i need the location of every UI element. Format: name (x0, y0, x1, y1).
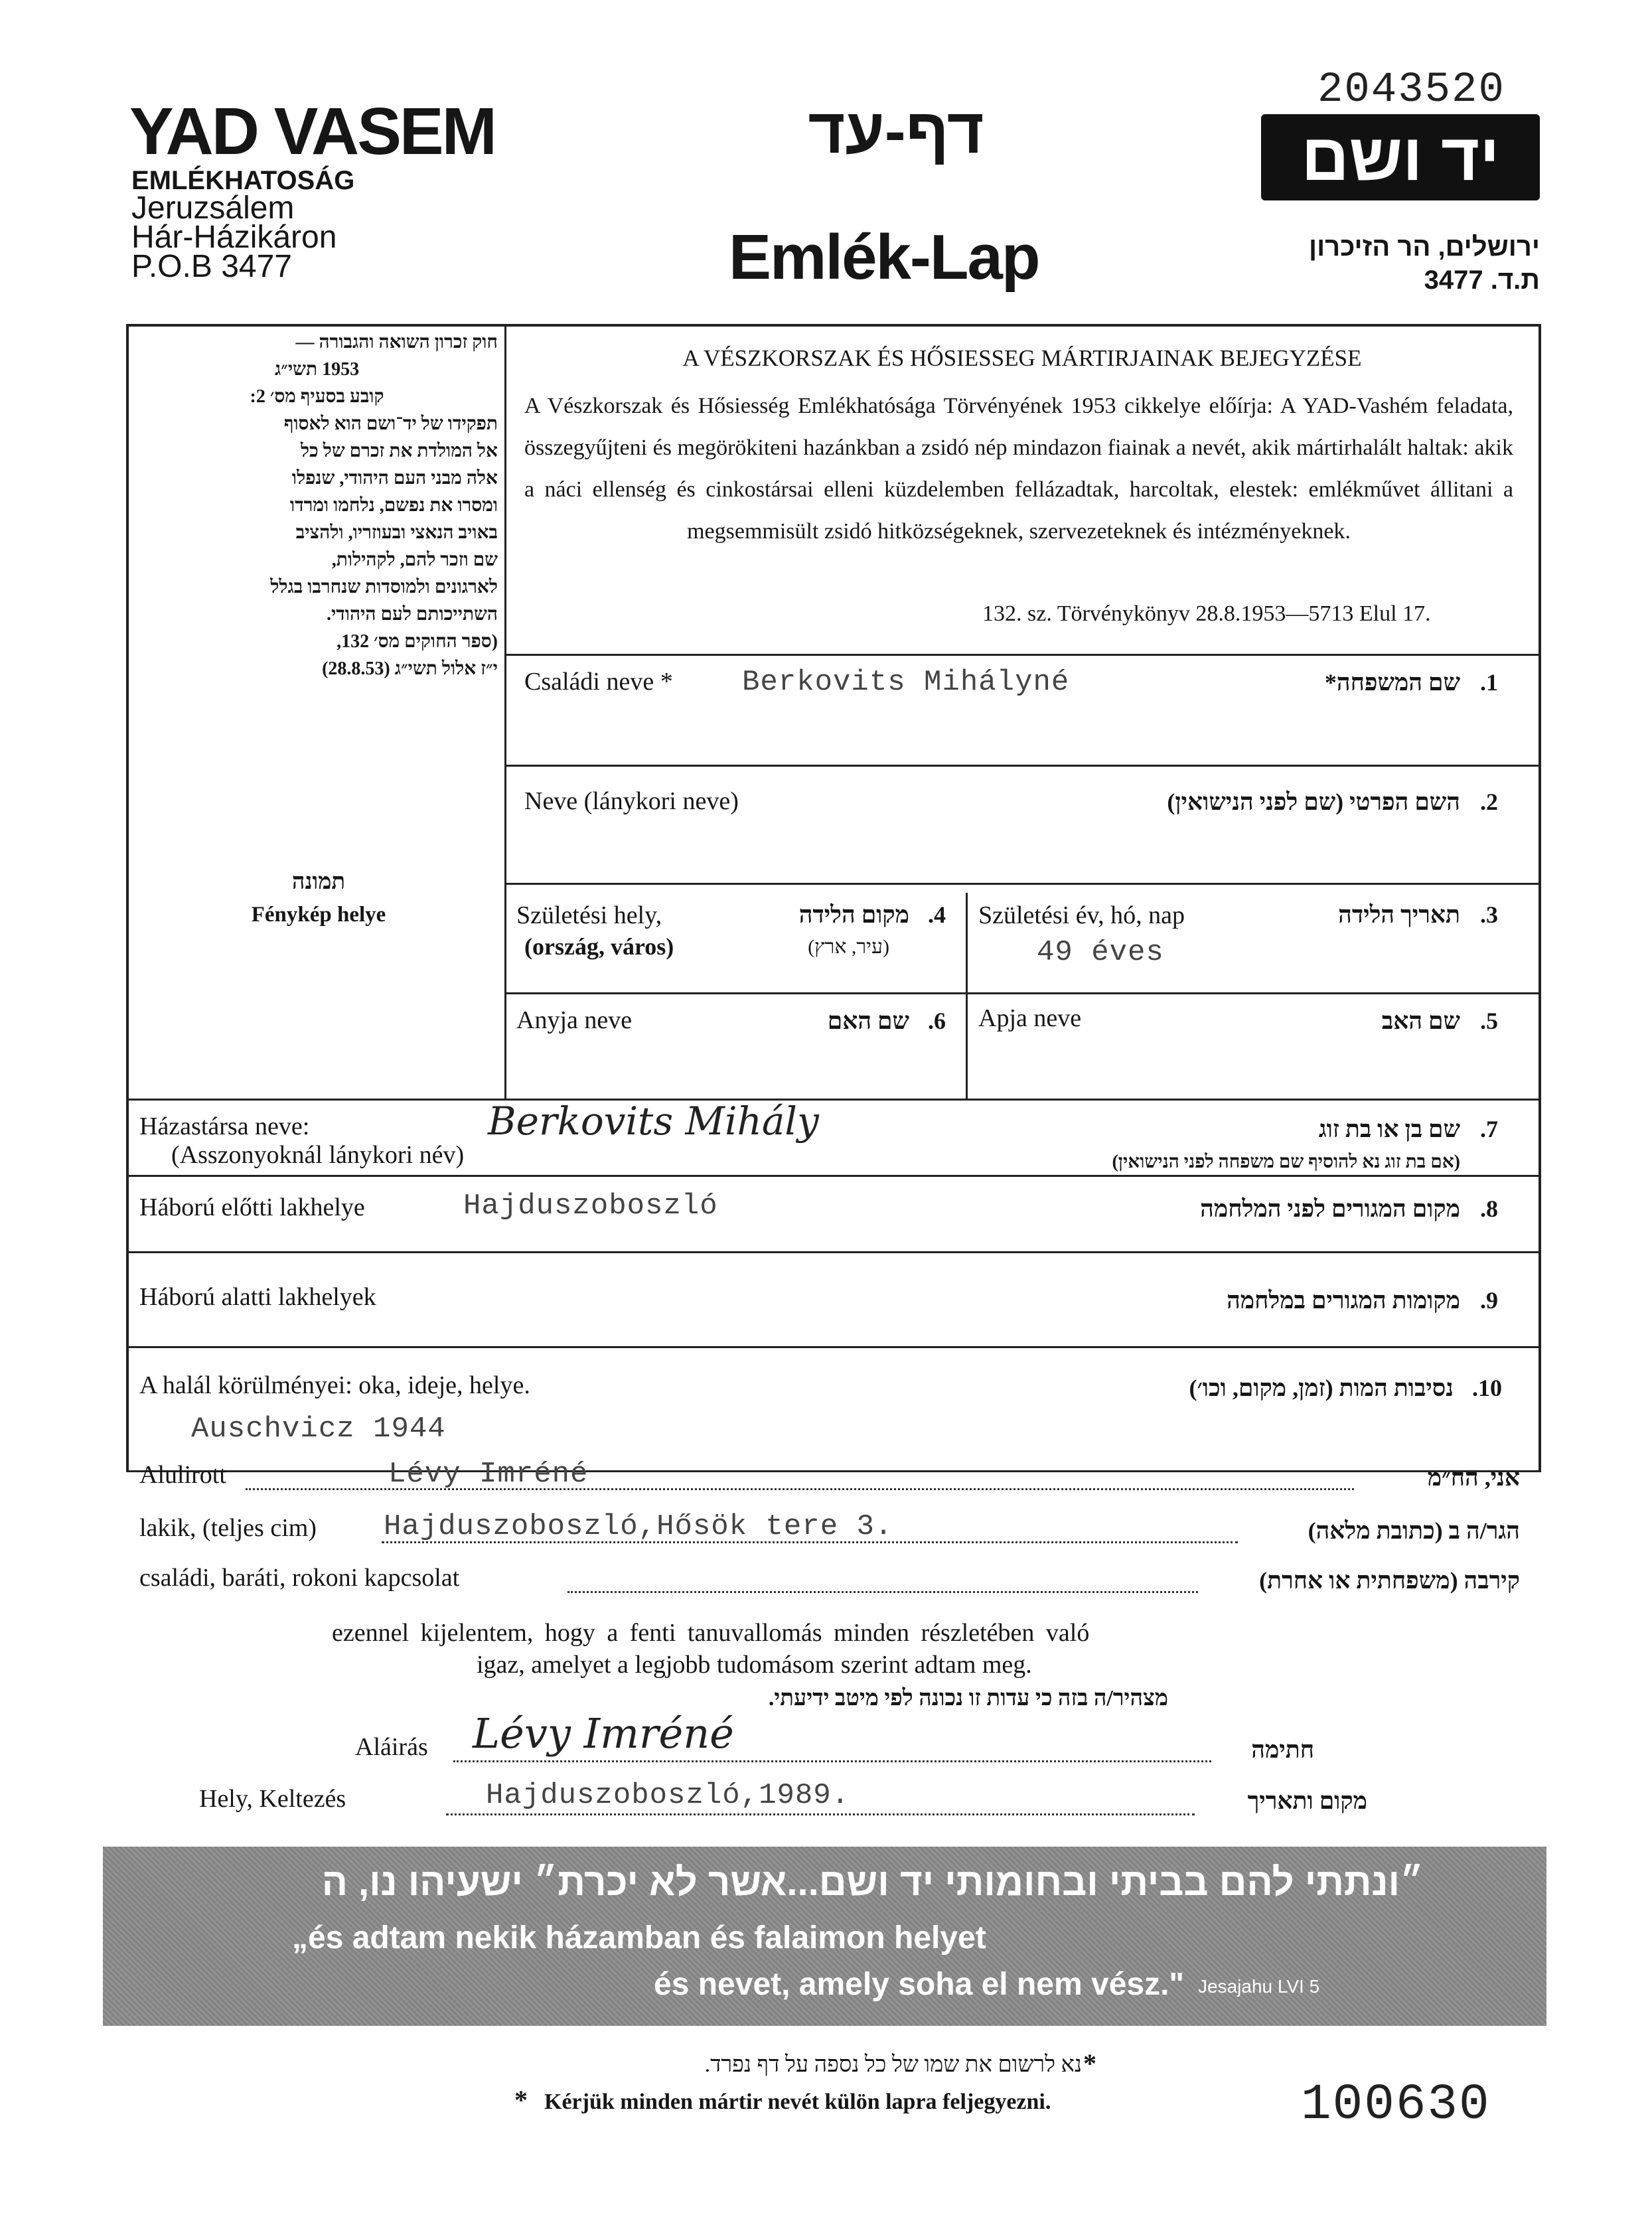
law-line: י״ז אלול תשי״ג (28.8.53) (322, 658, 498, 679)
row-divider (126, 1175, 1540, 1177)
spouse-name-hebrew-sub: (אם בת זוג נא להוסיף שם משפחה לפני הנישואין) (1112, 1152, 1460, 1172)
field-number: .2 (1480, 789, 1498, 815)
org-subtitle: EMLÉKHATOSÁG (131, 166, 355, 195)
row-divider (504, 883, 1540, 885)
address-hebrew: הגר/ה ב (כתובת מלאה) (1308, 1517, 1520, 1544)
birth-date-label: Születési év, hó, nap (978, 901, 1185, 929)
wartime-residence-hebrew: מקומות המגורים במלחמה (1227, 1287, 1460, 1314)
footer-note-hebrew: נא לרשום את שמו של כל נספה על דף נפרד. (704, 2052, 1082, 2077)
family-name-label: Családi neve * (524, 668, 673, 696)
relation-line (567, 1591, 1198, 1593)
field-number: .6 (928, 1008, 946, 1034)
intro-body: A Vészkorszak és Hősiesség Emlékhatósága Törvényének 1953 cikkelye előírja: A YAD-Vashém feladata, összegyűjteni és megörökiteni hazánkban a zsidó nép mindazon fiainak a nevét, akik mártirhalált haltak: akik a náci ellenség és cinkostársai elleni küzdelemben fellázadtak, harcoltak, elestek: emlékművet állitani a megsemmisült zsidó hitközségeknek, szervezeteknek és intézményeknek. (524, 394, 1513, 544)
frame-divider (504, 324, 506, 1101)
birth-date-value[interactable]: 49 éves (1037, 936, 1164, 969)
intro-heading: A VÉSZKORSZAK ÉS HŐSIESSEG MÁRTIRJAINAK BEJEGYZÉSE (682, 345, 1362, 371)
banner-line-2: és nevet, amely soha el nem vész." (654, 1967, 1185, 2002)
family-name-value[interactable]: Berkovits Mihályné (742, 666, 1070, 699)
address-value[interactable]: Hajduszoboszló,Hősök tere 3. (384, 1510, 893, 1543)
place-date-value[interactable]: Hajduszoboszló,1989. (486, 1779, 850, 1812)
place-date-line (446, 1813, 1195, 1815)
prewar-residence-value[interactable]: Hajduszoboszló (463, 1189, 718, 1223)
signature-line (453, 1760, 1211, 1762)
intro-citation: 132. sz. Törvénykönyv 28.8.1953—5713 Elul 17. (982, 601, 1431, 626)
frame-top (126, 324, 1540, 327)
birth-place-label: Születési hely, (516, 901, 662, 929)
field-number: .7 (1480, 1116, 1498, 1142)
org-pob: P.O.B 3477 (131, 249, 292, 284)
statement-hebrew: מצהיר/ה בזה כי עדות זו נכונה לפי מיטב ידיעתי. (768, 1686, 1168, 1711)
prewar-residence-label: Háború előtti lakhelye (139, 1193, 365, 1221)
spouse-name-label: Házastársa neve: (139, 1112, 310, 1140)
row-divider (504, 992, 1540, 994)
yad-vashem-logo: יד ושם (1261, 114, 1540, 200)
photo-label-hebrew: תמונה (291, 870, 346, 894)
row-divider (126, 1251, 1540, 1253)
law-line: שם וזכר להם, לקהילות, (331, 550, 498, 570)
law-line: 1953 תשי״ג (274, 359, 360, 380)
banner-reference: Jesajahu LVI 5 (1198, 1976, 1320, 1997)
field-number: .4 (928, 901, 946, 928)
row-divider (126, 1346, 1540, 1348)
footer-note: Kérjük minden mártir nevét külön lapra feljegyezni. (544, 2090, 1051, 2114)
field-number: .5 (1480, 1008, 1498, 1034)
field-number: .1 (1480, 669, 1498, 696)
law-line: חוק זכרון השואה והגבורה — (295, 332, 498, 352)
doc-title-hebrew: דף-עד (808, 96, 984, 167)
law-box (136, 329, 498, 682)
law-line: תפקידו של יד־ושם הוא לאסוף (283, 414, 498, 434)
relation-label: családi, baráti, rokoni kapcsolat (139, 1564, 460, 1592)
org-place: Hár-Házikáron (131, 220, 337, 255)
footer-star: * (514, 2085, 528, 2115)
field-number: .10 (1472, 1375, 1502, 1401)
frame-left-lower (126, 1099, 129, 1472)
signature-label: Aláirás (355, 1733, 428, 1761)
law-line: ומסרו את נפשם, נלחמו ומרדו (290, 495, 498, 516)
cell-divider (966, 893, 968, 1099)
death-circumstances-hebrew: נסיבות המות (זמן, מקום, וכו׳) (1189, 1375, 1454, 1401)
given-name-hebrew: השם הפרטי (שם לפני הנישואין) (1167, 789, 1460, 815)
signature-hebrew: חתימה (1251, 1736, 1314, 1763)
serial-number-top: 2043520 (1317, 66, 1505, 114)
field-number: .8 (1480, 1195, 1498, 1222)
frame-bottom (126, 1470, 1540, 1472)
spouse-name-sublabel: (Asszonyoknál lánykori név) (171, 1141, 465, 1169)
banner-line-1: „és adtam nekik házamban és falaimon helyet (292, 1920, 986, 1955)
org-city: Jeruzsálem (131, 191, 295, 226)
wartime-residence-label: Háború alatti lakhelyek (139, 1283, 376, 1311)
undersigned-hebrew: אני, הח״מ (1427, 1464, 1520, 1491)
signature-value[interactable]: Lévy Imréné (473, 1709, 734, 1758)
birth-place-hebrew: מקום הלידה (798, 901, 909, 928)
undersigned-label: Alulirott (139, 1461, 226, 1489)
law-line: באויב הנאצי ובעוזריו, ולהציב (295, 522, 498, 543)
row-divider (126, 1099, 1540, 1101)
doc-title: Emlék-Lap (729, 222, 1039, 293)
photo-label: Fénykép helye (251, 903, 386, 927)
field-number: .9 (1480, 1287, 1498, 1314)
footer-star: * (1083, 2048, 1096, 2078)
law-line: לארגונים ולמוסדות שנחרבו בגלל (270, 577, 498, 597)
family-name-hebrew: שם המשפחה* (1324, 669, 1460, 696)
birth-place-hebrew-sub: (עיר, ארץ) (808, 936, 889, 958)
spouse-name-hebrew: שם בן או בת זוג (1318, 1116, 1460, 1142)
given-name-label: Neve (lánykori neve) (524, 787, 739, 815)
law-line: (ספר החוקים מס׳ 132, (337, 631, 498, 652)
org-name: YAD VASEM (129, 94, 495, 169)
serial-number-bottom: 100630 (1301, 2076, 1491, 2133)
father-name-label: Apja neve (978, 1004, 1082, 1032)
death-circumstances-value[interactable]: Auschvicz 1944 (191, 1413, 446, 1446)
row-divider (504, 654, 1540, 656)
law-line: קובע בסעיף מס׳ 2: (250, 386, 384, 407)
statement-line-2: igaz, amelyet a legjobb tudomásom szerint adtam meg. (477, 1651, 1032, 1679)
address-hebrew: ירושלים, הר הזיכרון (1309, 232, 1540, 262)
law-line: השתייכותם לעם היהודי. (326, 604, 498, 625)
spouse-name-value[interactable]: Berkovits Mihály (488, 1099, 819, 1144)
relation-hebrew: קירבה (משפחתית או אחרת) (1259, 1567, 1520, 1594)
prewar-residence-hebrew: מקום המגורים לפני המלחמה (1200, 1195, 1460, 1222)
frame-right (1539, 324, 1541, 1472)
statement-line-1: ezennel kijelentem, hogy a fenti tanuvallomás minden részletében való (332, 1619, 1090, 1647)
field-number: .3 (1480, 901, 1498, 928)
birth-date-hebrew: תאריך הלידה (1338, 901, 1460, 928)
address-label: lakik, (teljes cim) (139, 1514, 317, 1542)
father-name-hebrew: שם האב (1381, 1008, 1460, 1034)
frame-left-upper (126, 324, 129, 1101)
place-date-hebrew: מקום ותאריך (1247, 1788, 1367, 1814)
mother-name-hebrew: שם האם (827, 1008, 909, 1034)
pob-hebrew: ת.ד. 3477 (1424, 266, 1540, 295)
row-divider (504, 765, 1540, 767)
undersigned-value[interactable]: Lévy Imréné (388, 1458, 589, 1491)
birth-place-sublabel: (ország, város) (524, 933, 674, 960)
mother-name-label: Anyja neve (516, 1006, 633, 1034)
law-line: אל המולדת את זכרם של כל (300, 441, 498, 461)
law-line: אלה מבני העם היהודי, שנפלו (291, 468, 498, 489)
place-date-label: Hely, Keltezés (199, 1785, 346, 1813)
quote-banner (103, 1847, 1546, 2026)
banner-hebrew: ״ונתתי להם בביתי ובחומותי יד ושם...אשר לא יכרת״ ישעיהו נו, ה (321, 1861, 1424, 1904)
death-circumstances-label: A halál körülményei: oka, ideje, helye. (139, 1371, 530, 1399)
